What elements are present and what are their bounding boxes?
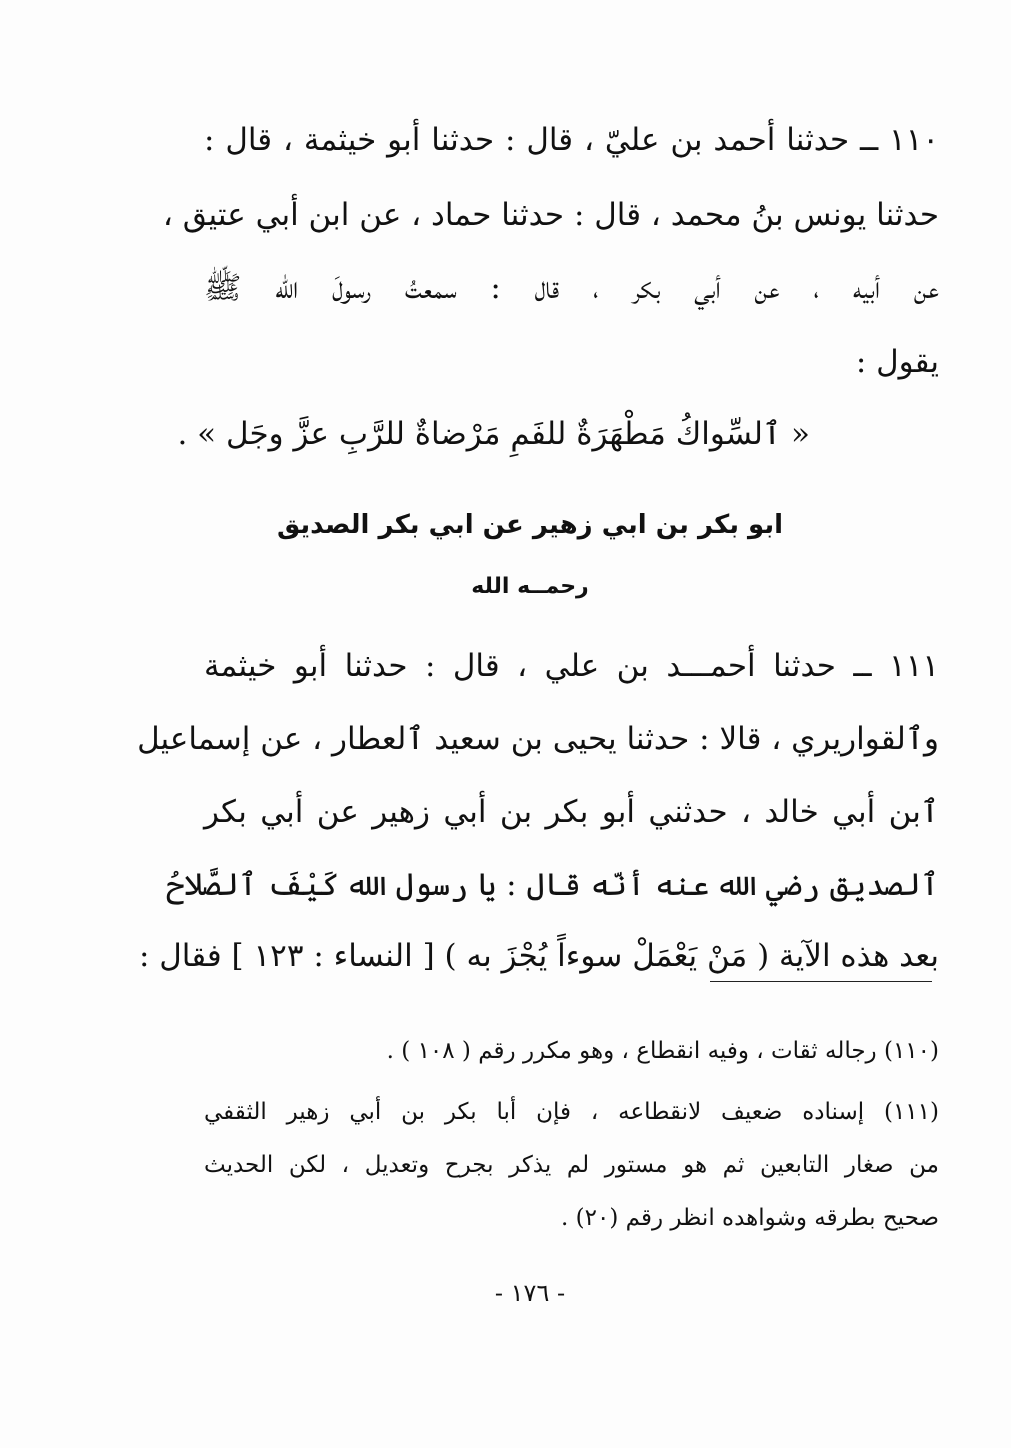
footnote-111-line-1: (١١١) إسناده ضعيف لانقطاعه ، فإن أبا بكر بن أبي زهير الثقفي — [204, 1099, 939, 1125]
paragraph-110-line-3: عن أبيه ، عن أبي بكر ، قال : سمعتُ رسولَ الله ﷺ — [204, 270, 939, 306]
paragraph-110-line-2: حدثنا يونس بنُ محمد ، قال : حدثنا حماد ، عن ابن أبي عتيق ، — [162, 197, 939, 233]
paragraph-111-line-2: وٱلقواريري ، قالا : حدثنا يحيى بن سعيد ٱلعطار ، عن إسماعيل — [137, 721, 939, 757]
paragraph-111-line-4: ٱلصديق رضي الله عنه أنّه قال : يا رسول الله كَيْفَ ٱلصَّلاحُ — [166, 867, 939, 903]
paragraph-111-line-5: بعد هذه الآية ( مَنْ يَعْمَلْ سوءاً يُجْزَ به ) [ النساء : ١٢٣ ] فقال : — [138, 938, 939, 974]
footnote-110: (١١٠) رجاله ثقات ، وفيه انقطاع ، وهو مكرر رقم ( ١٠٨ ) . — [386, 1038, 939, 1064]
paragraph-111-line-3: ٱبن أبي خالد ، حدثني أبو بكر بن أبي زهير عن أبي بكر — [204, 794, 939, 830]
footnote-111-line-2: من صغار التابعين ثم هو مستور لم يذكر بجرح وتعديل ، لكن الحديث — [204, 1152, 939, 1178]
paragraph-110-line-1: ١١٠ ــ حدثنا أحمد بن عليّ ، قال : حدثنا أبو خيثمة ، قال : — [204, 122, 939, 158]
hadith-110-text: « ٱلسِّواكُ مَطْهَرَةٌ للفَمِ مَرْضاةٌ للرَّبِ عزَّ وجَل » . — [177, 416, 810, 452]
footnote-111-line-3: صحيح بطرقه وشواهده انظر رقم (٢٠) . — [561, 1205, 939, 1231]
section-heading: ابو بكر بن ابي زهير عن ابي بكر الصديق — [276, 510, 784, 540]
paragraph-111-line-1: ١١١ ــ حدثنا أحمـــد بن علي ، قال : حدثنا أبو خيثمة — [204, 648, 939, 684]
paragraph-110-line-4: يقول : — [855, 344, 939, 380]
page-number: - ١٧٦ - — [494, 1279, 566, 1307]
footnote-separator — [710, 981, 932, 982]
section-subheading: رحمــه الله — [471, 574, 589, 599]
